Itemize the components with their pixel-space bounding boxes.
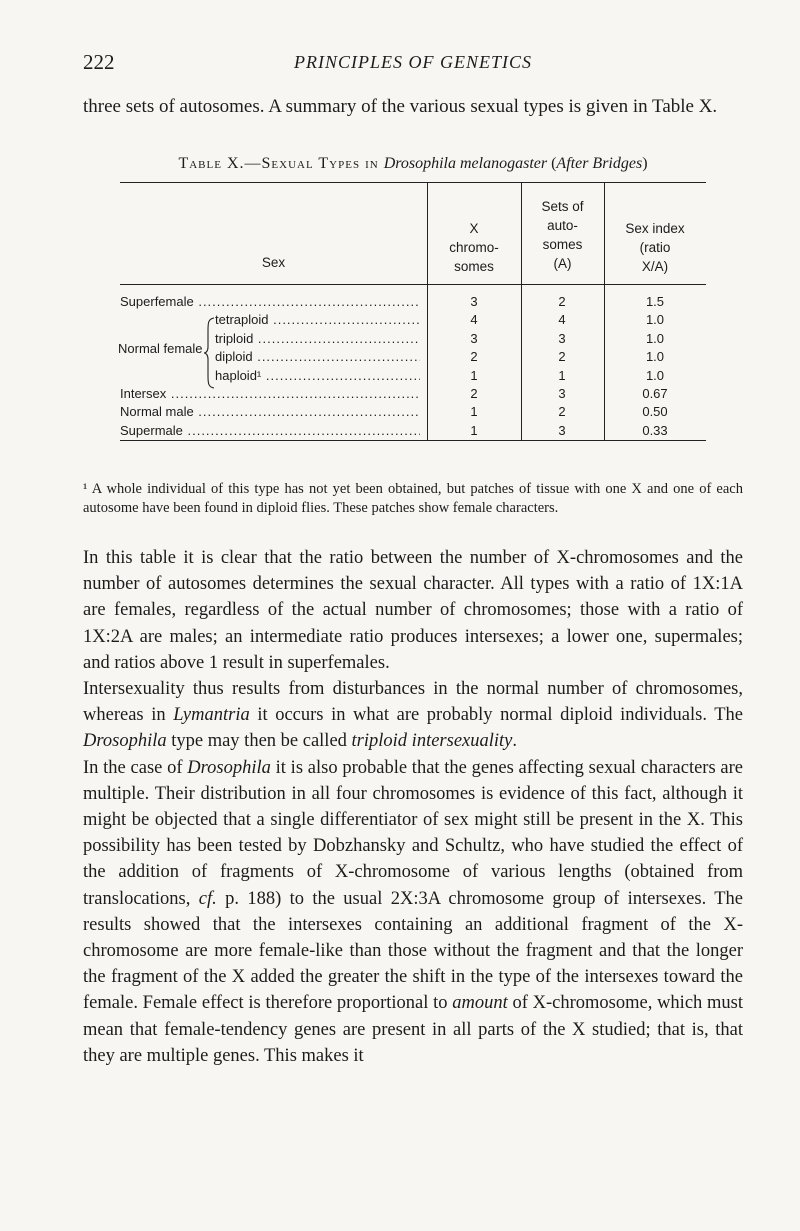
body-text: [83, 545, 743, 1069]
cell-a: 3: [558, 422, 566, 438]
p3-text-2: it is also probable that the genes affecting sexual characters are multiple. Their distribution in all four chromosomes is evidence of this fact, although it might be objected that a single differentiator of sex might still be present in the X. This possibility has been tested by Dobzhansky and Schultz, who have studied the effect of the addition of fragments of X-chromosome of various lengths (obtained from translocations,: [83, 757, 743, 909]
cell-x: 2: [470, 349, 478, 365]
p3-text-4: of X-chromosome, which must mean that female-tendency genes are present in all parts of the X studied; that is, that they are multiple genes. This makes it: [83, 993, 743, 1066]
normal-female-label: Normal female: [118, 341, 203, 356]
cell-x: 3: [470, 294, 478, 309]
cell-x: 1: [470, 404, 478, 420]
row-label: haploid¹ .....: [215, 368, 420, 383]
row-label: triploid .....: [215, 331, 420, 346]
header-autosomes: [521, 197, 604, 273]
header-sex-index: [604, 219, 706, 276]
caption-source: After Bridges: [556, 155, 643, 172]
p3-text-1: In the case of: [83, 757, 188, 778]
table-bottom-rule: [120, 440, 706, 441]
cell-a: 3: [558, 386, 566, 401]
row-label: Supermale .....: [120, 423, 420, 438]
paragraph-1: [83, 545, 743, 676]
cell-x: 1: [470, 367, 478, 383]
header-x-l1: X: [469, 221, 479, 236]
cell-a: 2: [558, 349, 566, 365]
cell-a: 1: [558, 367, 566, 383]
header-idx-l3: X/A): [641, 259, 669, 274]
cell-x: 2: [470, 386, 478, 401]
p3-italic-3: amount: [452, 993, 508, 1014]
cell-x: 3: [470, 330, 478, 346]
cell-index: 0.67: [642, 386, 668, 401]
cell-a: 4: [558, 312, 566, 328]
header-x-l3: somes: [454, 259, 494, 274]
header-a-l4: (A): [553, 256, 572, 271]
p2-italic-3: triploid intersexuality: [351, 731, 513, 752]
p2-text-2: it occurs in what are probably normal diploid individuals. The: [249, 705, 743, 726]
cell-index: 1.5: [645, 294, 665, 309]
p2-text-1: Intersexuality thus results from disturbances in the normal number of chromosomes, whereas in: [83, 679, 743, 726]
header-a-l1: Sets of: [541, 199, 584, 214]
intro-paragraph: three sets of autosomes. A summary of the various sexual types is given in Table X.: [83, 96, 718, 117]
cell-x: 1: [470, 422, 478, 438]
header-idx-l2: (ratio: [639, 240, 671, 255]
row-label: Superfemale .....: [120, 294, 420, 309]
p3-text-3: p. 188) to the usual 2X:3A chromosome group of intersexes. The results showed that the intersexes containing an additional fragment of the X-chromosome are more female-like than those without the fragment and that the longer the fragment of the X added the greater the shift in the type of the intersexes toward the female. Female effect is therefore proportional to: [83, 888, 743, 1014]
p2-italic-1: Lymantria: [173, 705, 250, 726]
paragraph-2: [83, 676, 743, 755]
caption-open: (: [547, 155, 557, 172]
caption-species: Drosophila melanogaster: [383, 155, 548, 172]
page-number: 222: [83, 50, 115, 74]
cell-index: 1.0: [645, 312, 665, 328]
p2-text-4: .: [512, 731, 517, 752]
page-header: [83, 50, 743, 80]
p2-text-3: type may then be called: [166, 731, 352, 752]
cell-a: 2: [558, 294, 566, 309]
row-label: Intersex .....: [120, 386, 420, 401]
cell-a: 2: [558, 404, 566, 420]
cell-index: 1.0: [645, 330, 665, 346]
running-title: PRINCIPLES OF GENETICS: [294, 52, 532, 72]
row-label: Normal male .....: [120, 404, 420, 419]
header-a-l3: somes: [542, 237, 583, 252]
cell-index: 0.50: [642, 404, 668, 420]
cell-a: 3: [558, 330, 566, 346]
cell-index: 1.0: [645, 349, 665, 365]
table-caption: [83, 155, 743, 173]
header-x-chromosomes: [427, 219, 521, 276]
table-header-rule: [120, 284, 706, 285]
caption-close: ): [642, 155, 648, 172]
cell-index: 1.0: [645, 367, 665, 383]
cell-index: 0.33: [642, 422, 668, 438]
row-label: tetraploid .....: [215, 312, 420, 327]
header-a-l2: auto-: [547, 218, 578, 233]
header-sex: Sex: [261, 255, 286, 270]
header-idx-l1: Sex index: [625, 221, 685, 236]
brace-icon: [203, 317, 215, 389]
p3-italic-1: Drosophila: [187, 757, 271, 778]
header-x-l2: chromo-: [449, 240, 499, 255]
caption-prefix: Table X.—Sexual Types in: [178, 155, 384, 172]
paragraph-3: [83, 755, 743, 1069]
cell-x: 4: [470, 312, 478, 328]
row-label: diploid .....: [215, 349, 420, 364]
p2-italic-2: Drosophila: [83, 731, 167, 752]
p1-text: In this table it is clear that the ratio between the number of X-chromosomes and the number of autosomes determines the sexual character. All types with a ratio of 1X:1A are females, regardless of the actual number of chromosomes; those with a ratio of 1X:2A are males; an intermediate ratio produces intersexes; a lower one, supermales; and ratios above 1 result in superfemales.: [83, 548, 743, 673]
table-top-rule: [120, 182, 706, 183]
table-footnote: ¹ A whole individual of this type has not yet been obtained, but patches of tissue with one X and one of each autosome have been found in diploid flies. These patches show female characters.: [83, 481, 743, 516]
p3-italic-2: cf.: [198, 888, 217, 909]
